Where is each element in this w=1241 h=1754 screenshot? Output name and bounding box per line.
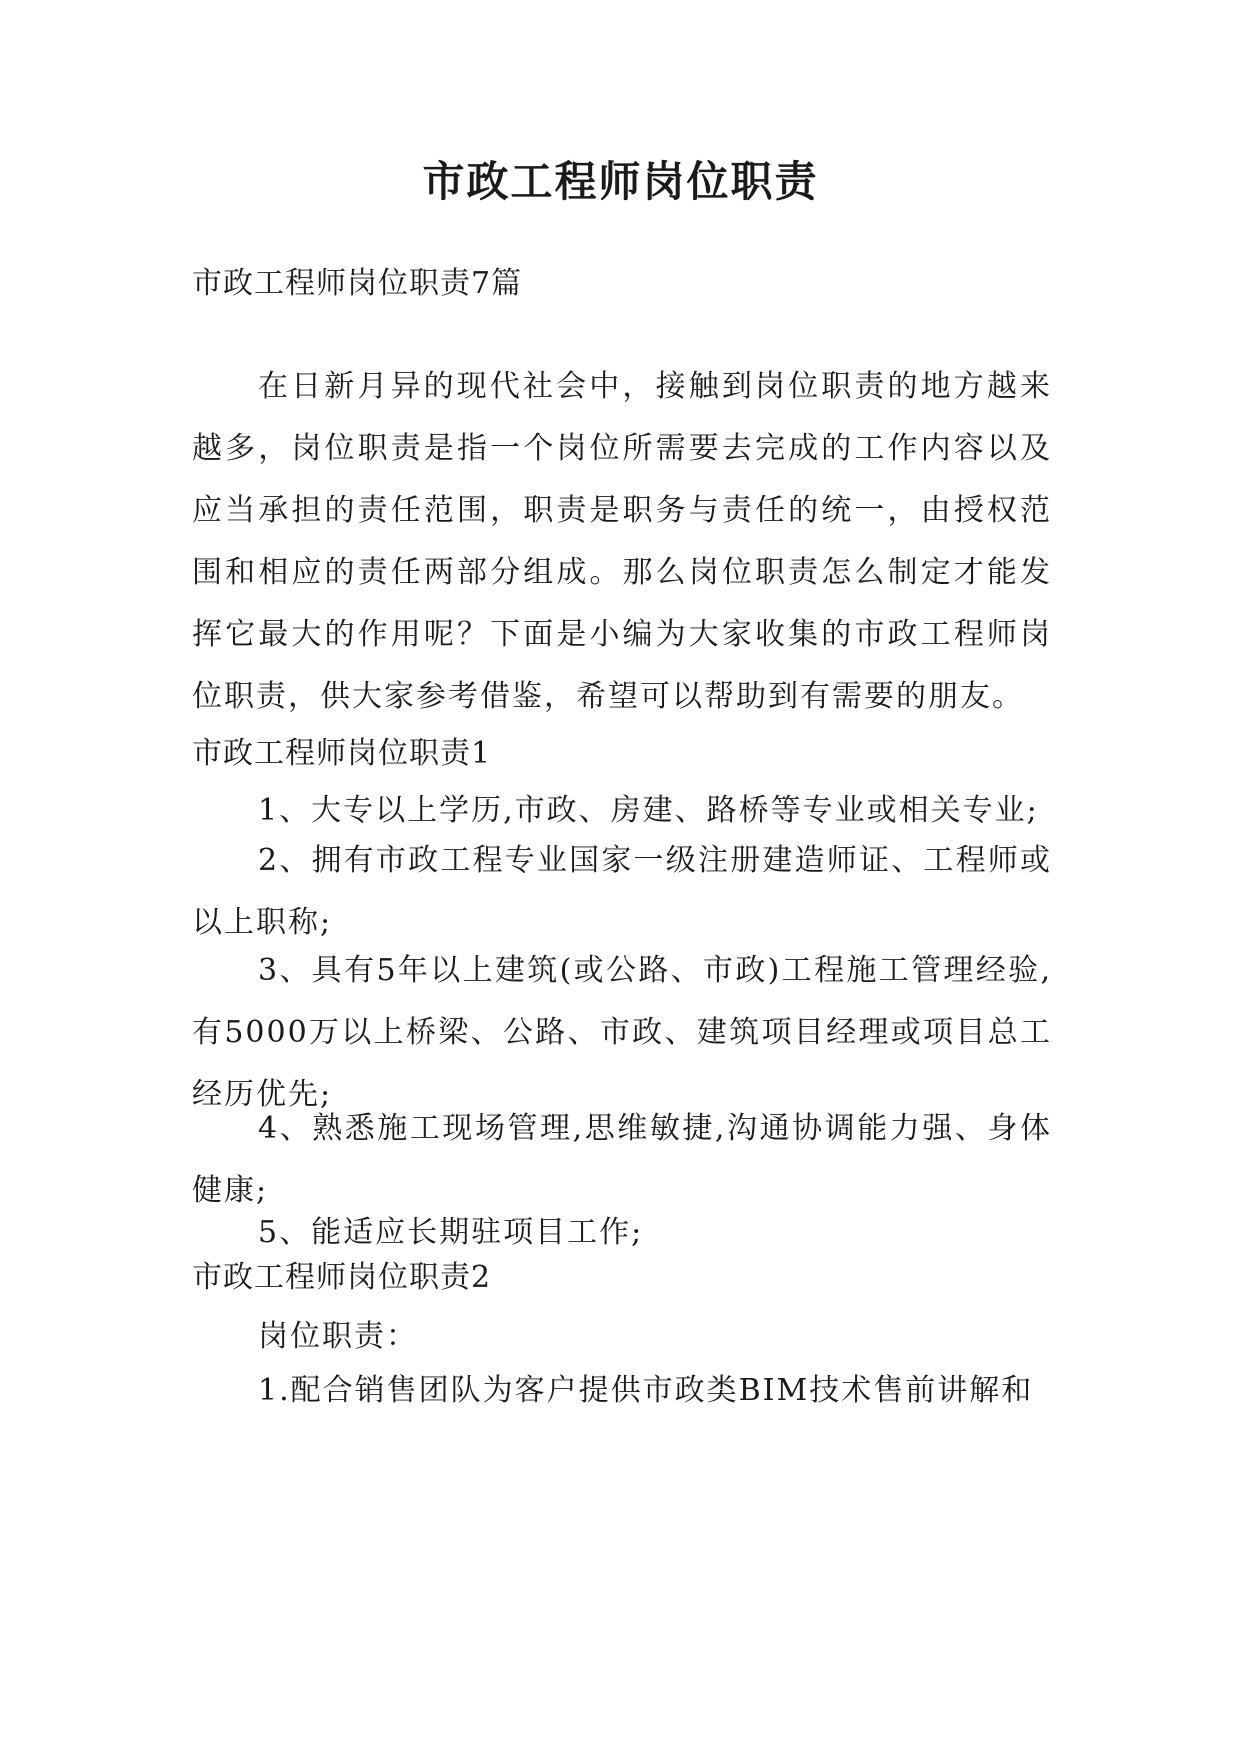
intro-paragraph: 在日新月异的现代社会中，接触到岗位职责的地方越来越多，岗位职责是指一个岗位所需要去完成的工作内容以及应当承担的责任范围，职责是职务与责任的统一，由授权范围和相应的责任两部分组成。那么岗位职责怎么制定才能发挥它最大的作用呢？下面是小编为大家收集的市政工程师岗位职责，供大家参考借鉴，希望可以帮助到有需要的朋友。 [192,369,1052,714]
section-1-heading: 市政工程师岗位职责1 [192,736,492,771]
section-1-item-1: 1、大专以上学历,市政、房建、路桥等专业或相关专业; [258,793,1039,828]
document-subtitle: 市政工程师岗位职责7篇 [192,266,523,301]
section-1-item-3: 3、具有5年以上建筑(或公路、市政)工程施工管理经验,有5000万以上桥梁、公路、市政、建筑项目经理或项目总工经历优先; [192,953,1052,1112]
document-title: 市政工程师岗位职责 [422,157,819,206]
section-2-heading: 市政工程师岗位职责2 [192,1260,492,1295]
section-1-item-2: 2、拥有市政工程专业国家一级注册建造师证、工程师或以上职称; [192,843,1052,940]
section-1-item-4: 4、熟悉施工现场管理,思维敏捷,沟通协调能力强、身体健康; [192,1111,1052,1208]
section-1-item-5: 5、能适应长期驻项目工作; [258,1215,644,1250]
section-2-item-1: 1.配合销售团队为客户提供市政类BIM技术售前讲解和 [258,1373,1034,1408]
section-2-label: 岗位职责： [258,1319,418,1354]
